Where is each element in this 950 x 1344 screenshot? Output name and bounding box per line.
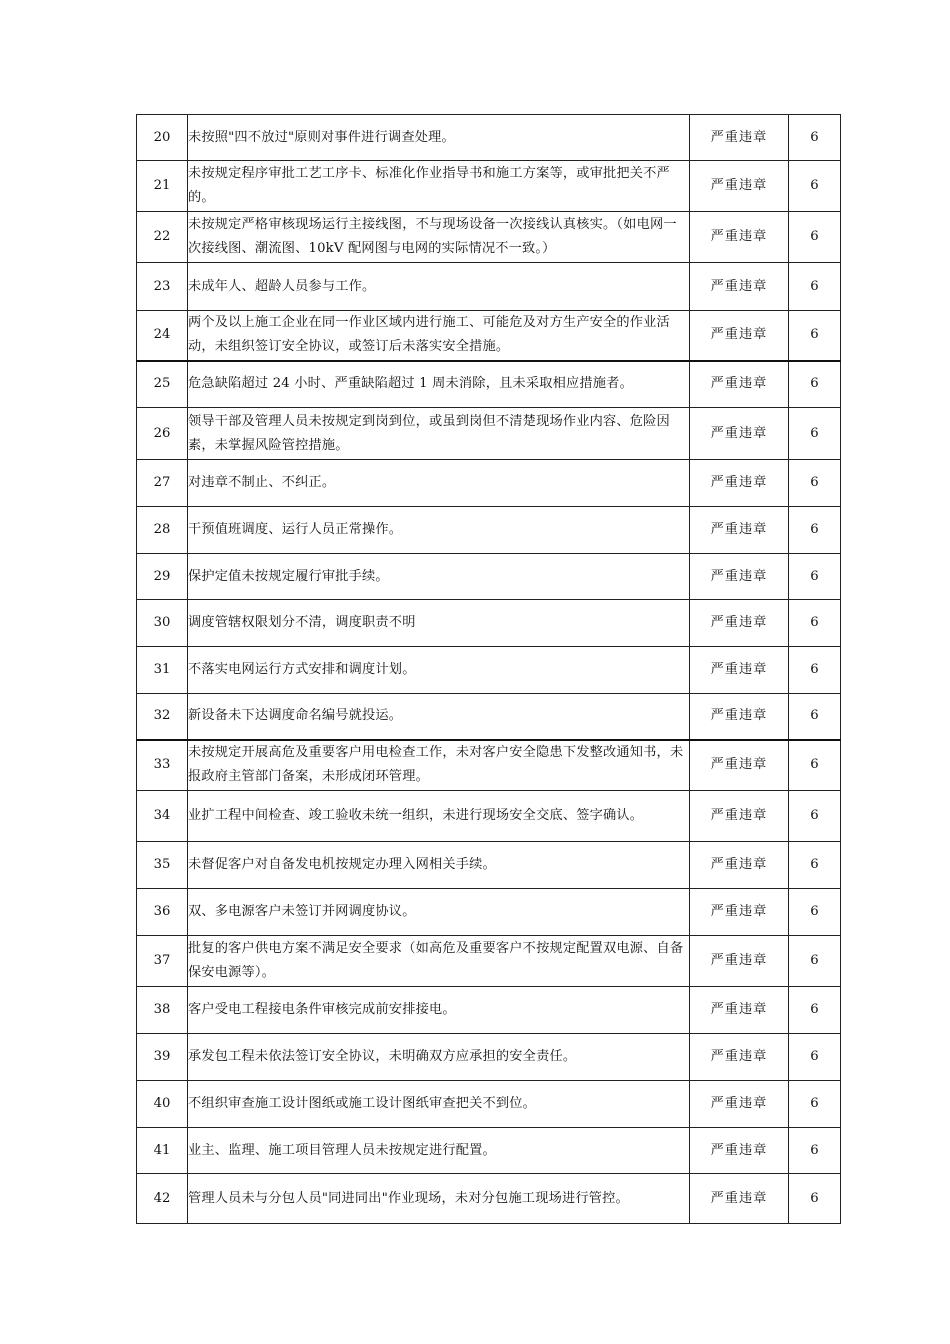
violation-description: 调度管辖权限划分不清，调度职责不明 xyxy=(188,600,690,647)
deduction-score: 6 xyxy=(789,263,841,311)
deduction-score: 6 xyxy=(789,987,841,1034)
violation-description: 业扩工程中间检查、竣工验收未统一组织，未进行现场安全交底、签字确认。 xyxy=(188,791,690,842)
row-number: 40 xyxy=(137,1081,188,1128)
violation-level: 严重违章 xyxy=(690,889,789,936)
table-row xyxy=(137,507,841,554)
row-number: 20 xyxy=(137,115,188,161)
table-row xyxy=(137,212,841,263)
row-number: 32 xyxy=(137,694,188,740)
violation-level: 严重违章 xyxy=(690,987,789,1034)
violation-level: 严重违章 xyxy=(690,842,789,889)
violation-description: 不落实电网运行方式安排和调度计划。 xyxy=(188,647,690,694)
violation-description: 批复的客户供电方案不满足安全要求（如高危及重要客户不按规定配置双电源、自备保安电源等）。 xyxy=(188,936,690,987)
violation-level: 严重违章 xyxy=(690,460,789,507)
violation-level: 严重违章 xyxy=(690,694,789,740)
table-row xyxy=(137,311,841,361)
deduction-score: 6 xyxy=(789,889,841,936)
table-row xyxy=(137,263,841,311)
violation-level: 严重违章 xyxy=(690,740,789,791)
table-row xyxy=(137,554,841,600)
table-row xyxy=(137,1081,841,1128)
table-row xyxy=(137,694,841,740)
violation-level: 严重违章 xyxy=(690,408,789,460)
deduction-score: 6 xyxy=(789,600,841,647)
violation-description: 干预值班调度、运行人员正常操作。 xyxy=(188,507,690,554)
row-number: 33 xyxy=(137,740,188,791)
table-row xyxy=(137,987,841,1034)
deduction-score: 6 xyxy=(789,460,841,507)
table-row xyxy=(137,740,841,791)
deduction-score: 6 xyxy=(789,554,841,600)
row-number: 28 xyxy=(137,507,188,554)
deduction-score: 6 xyxy=(789,115,841,161)
violation-level: 严重违章 xyxy=(690,507,789,554)
violation-description: 未按规定严格审核现场运行主接线图，不与现场设备一次接线认真核实。（如电网一次接线图、潮流图、10kV 配网图与电网的实际情况不一致。） xyxy=(188,212,690,263)
deduction-score: 6 xyxy=(789,1081,841,1128)
row-number: 27 xyxy=(137,460,188,507)
deduction-score: 6 xyxy=(789,507,841,554)
deduction-score: 6 xyxy=(789,1128,841,1174)
table-row xyxy=(137,115,841,161)
violation-table-body xyxy=(137,115,841,1224)
violation-level: 严重违章 xyxy=(690,1034,789,1081)
row-number: 31 xyxy=(137,647,188,694)
violation-description: 领导干部及管理人员未按规定到岗到位，或虽到岗但不清楚现场作业内容、危险因素，未掌握风险管控措施。 xyxy=(188,408,690,460)
row-number: 29 xyxy=(137,554,188,600)
violation-level: 严重违章 xyxy=(690,554,789,600)
table-row xyxy=(137,647,841,694)
deduction-score: 6 xyxy=(789,740,841,791)
violation-description: 未按规定开展高危及重要客户用电检查工作，未对客户安全隐患下发整改通知书，未报政府主管部门备案，未形成闭环管理。 xyxy=(188,740,690,791)
row-number: 24 xyxy=(137,311,188,361)
deduction-score: 6 xyxy=(789,1034,841,1081)
table-row xyxy=(137,161,841,212)
row-number: 21 xyxy=(137,161,188,212)
violation-level: 严重违章 xyxy=(690,1128,789,1174)
row-number: 23 xyxy=(137,263,188,311)
row-number: 26 xyxy=(137,408,188,460)
violation-description: 管理人员未与分包人员"同进同出"作业现场，未对分包施工现场进行管控。 xyxy=(188,1174,690,1224)
table-row xyxy=(137,361,841,408)
violation-description: 新设备未下达调度命名编号就投运。 xyxy=(188,694,690,740)
violation-description: 不组织审查施工设计图纸或施工设计图纸审查把关不到位。 xyxy=(188,1081,690,1128)
row-number: 30 xyxy=(137,600,188,647)
violation-level: 严重违章 xyxy=(690,600,789,647)
table-row xyxy=(137,936,841,987)
deduction-score: 6 xyxy=(789,791,841,842)
deduction-score: 6 xyxy=(789,1174,841,1224)
table-row xyxy=(137,889,841,936)
violation-description: 未成年人、超龄人员参与工作。 xyxy=(188,263,690,311)
row-number: 34 xyxy=(137,791,188,842)
row-number: 36 xyxy=(137,889,188,936)
violation-description: 双、多电源客户未签订并网调度协议。 xyxy=(188,889,690,936)
violation-description: 未按照"四不放过"原则对事件进行调查处理。 xyxy=(188,115,690,161)
violation-level: 严重违章 xyxy=(690,263,789,311)
table-row xyxy=(137,791,841,842)
table-row xyxy=(137,600,841,647)
violation-level: 严重违章 xyxy=(690,161,789,212)
deduction-score: 6 xyxy=(789,694,841,740)
row-number: 35 xyxy=(137,842,188,889)
deduction-score: 6 xyxy=(789,408,841,460)
violation-description: 危急缺陷超过 24 小时、严重缺陷超过 1 周未消除，且未采取相应措施者。 xyxy=(188,361,690,408)
deduction-score: 6 xyxy=(789,311,841,361)
violation-description: 对违章不制止、不纠正。 xyxy=(188,460,690,507)
table-row xyxy=(137,1128,841,1174)
violation-table xyxy=(136,114,841,1224)
violation-level: 严重违章 xyxy=(690,1174,789,1224)
violation-description: 未督促客户对自备发电机按规定办理入网相关手续。 xyxy=(188,842,690,889)
row-number: 37 xyxy=(137,936,188,987)
table-row xyxy=(137,1174,841,1224)
deduction-score: 6 xyxy=(789,212,841,263)
violation-level: 严重违章 xyxy=(690,361,789,408)
row-number: 42 xyxy=(137,1174,188,1224)
table-row xyxy=(137,460,841,507)
violation-description: 客户受电工程接电条件审核完成前安排接电。 xyxy=(188,987,690,1034)
table-row xyxy=(137,842,841,889)
deduction-score: 6 xyxy=(789,161,841,212)
row-number: 39 xyxy=(137,1034,188,1081)
violation-description: 未按规定程序审批工艺工序卡、标准化作业指导书和施工方案等，或审批把关不严的。 xyxy=(188,161,690,212)
deduction-score: 6 xyxy=(789,842,841,889)
table-row xyxy=(137,1034,841,1081)
table-row xyxy=(137,408,841,460)
deduction-score: 6 xyxy=(789,936,841,987)
violation-level: 严重违章 xyxy=(690,791,789,842)
violation-description: 保护定值未按规定履行审批手续。 xyxy=(188,554,690,600)
violation-description: 业主、监理、施工项目管理人员未按规定进行配置。 xyxy=(188,1128,690,1174)
deduction-score: 6 xyxy=(789,361,841,408)
violation-level: 严重违章 xyxy=(690,647,789,694)
deduction-score: 6 xyxy=(789,647,841,694)
violation-level: 严重违章 xyxy=(690,936,789,987)
violation-level: 严重违章 xyxy=(690,115,789,161)
violation-level: 严重违章 xyxy=(690,212,789,263)
row-number: 38 xyxy=(137,987,188,1034)
row-number: 22 xyxy=(137,212,188,263)
violation-level: 严重违章 xyxy=(690,311,789,361)
row-number: 41 xyxy=(137,1128,188,1174)
violation-level: 严重违章 xyxy=(690,1081,789,1128)
violation-description: 承发包工程未依法签订安全协议，未明确双方应承担的安全责任。 xyxy=(188,1034,690,1081)
row-number: 25 xyxy=(137,361,188,408)
violation-description: 两个及以上施工企业在同一作业区域内进行施工、可能危及对方生产安全的作业活动，未组织签订安全协议，或签订后未落实安全措施。 xyxy=(188,311,690,361)
